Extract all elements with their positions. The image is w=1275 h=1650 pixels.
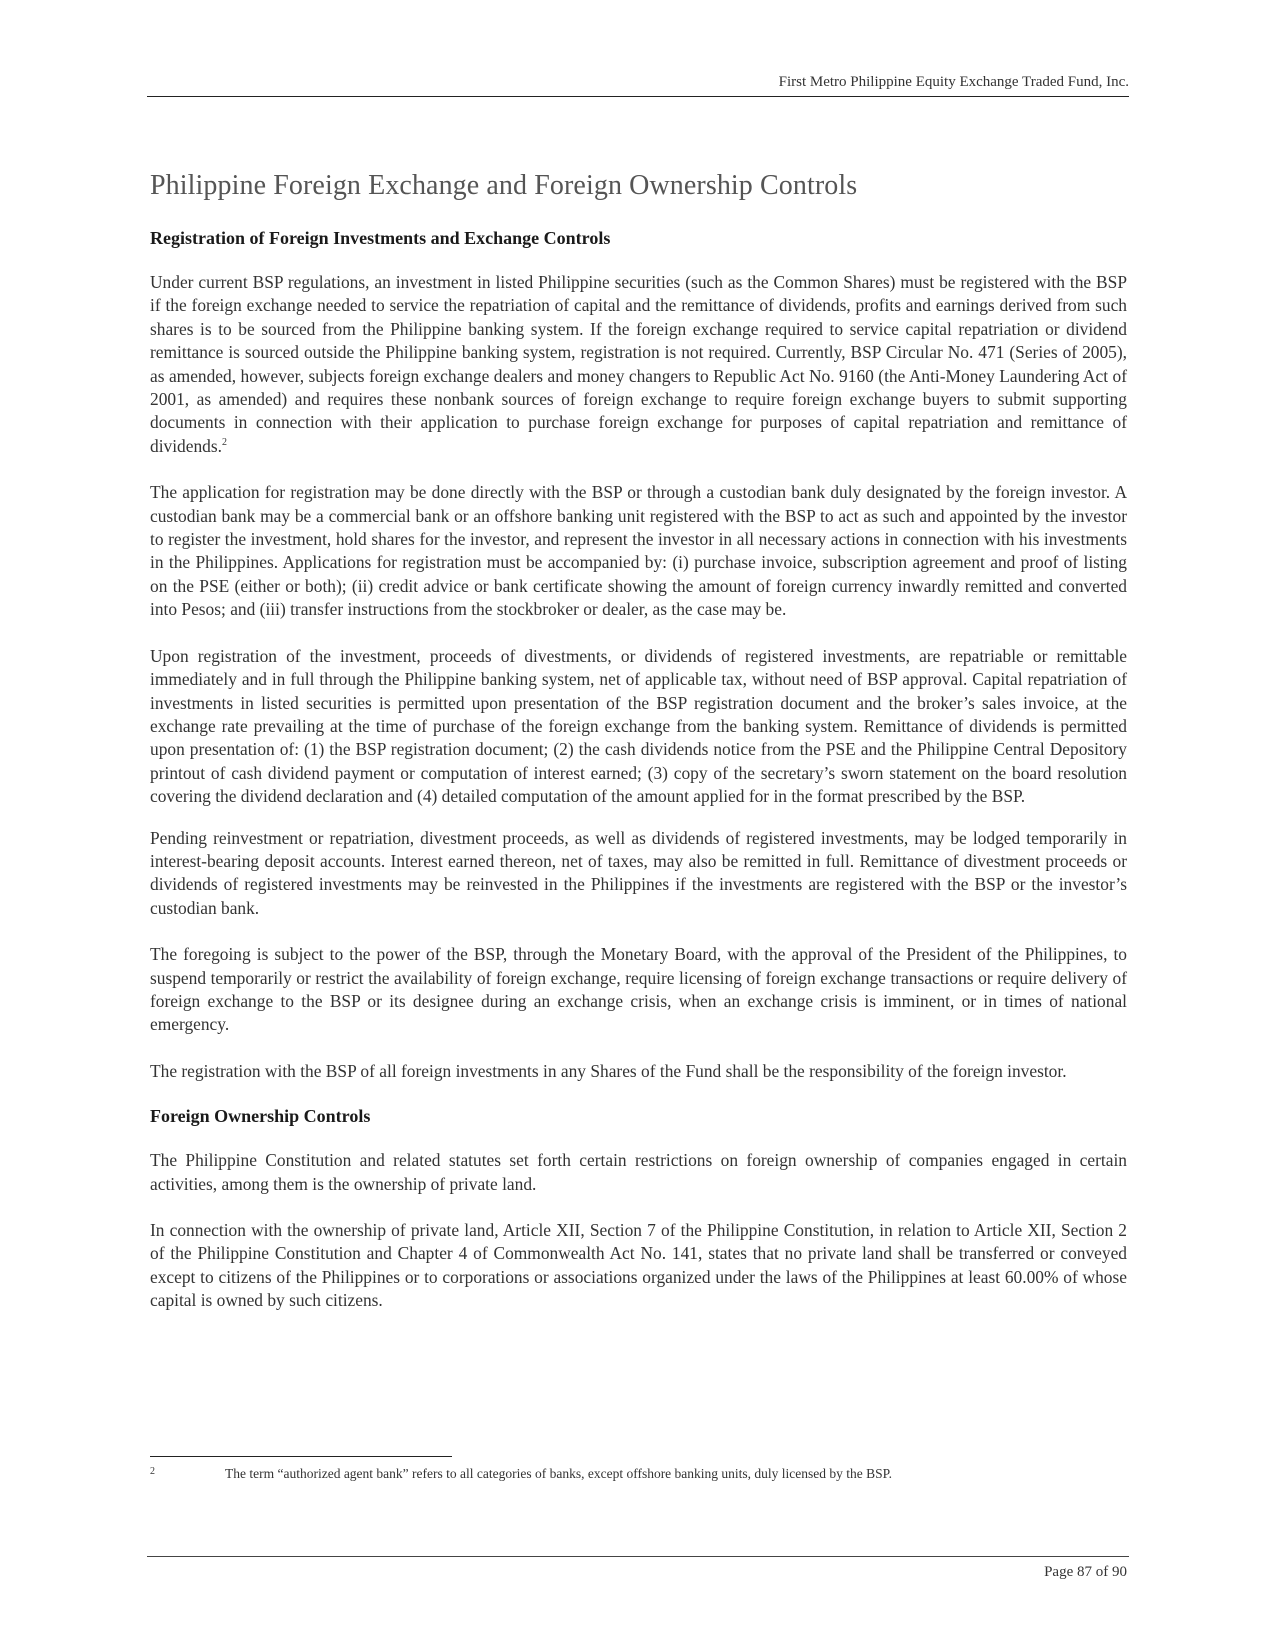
paragraph: Pending reinvestment or repatriation, divestment proceeds, as well as dividends of registered investments, may be lodged temporarily in interest-bearing deposit accounts. Interest earned thereon, net of taxes, may also be remitted in full. Remittance of divestment proceeds or dividends of registered investments may be reinvested in the Philippines if the investments are registered with the BSP or the investor’s custodian bank. [150,827,1127,918]
header-rule [147,96,1129,97]
running-header: First Metro Philippine Equity Exchange Traded Fund, Inc. [778,74,1129,90]
footnote-ref: 2 [221,437,227,449]
footnote-text: The term “authorized agent bank” refers to all categories of banks, except offshore banking units, duly licensed by the BSP. [225,1466,893,1481]
paragraph: The foregoing is subject to the power of the BSP, through the Monetary Board, with the approval of the President of the Philippines, to suspend temporarily or restrict the availability of foreign exchange, require licensing of foreign exchange transactions or require delivery of foreign exchange to the BSP or its designee during an exchange crisis, when an exchange crisis is imminent, or in times of national emergency. [150,944,1127,1035]
main-content [150,170,1127,1336]
paragraph: The application for registration may be done directly with the BSP or through a custodian bank duly designated by the foreign investor. A custodian bank may be a commercial bank or an offshore banking unit registered with the BSP to act as such and appointed by the investor to register the investment, hold shares for the investor, and represent the investor in all necessary actions in connection with his investments in the Philippines. Applications for registration must be accompanied by: (i) purchase invoice, subscription agreement and proof of listing on the PSE (either or both); (ii) credit advice or bank certificate showing the amount of foreign currency inwardly remitted and converted into Pesos; and (iii) transfer instructions from the stockbroker or dealer, as the case may be. [150,482,1127,620]
subsection-heading-registration: Registration of Foreign Investments and Exchange Controls [150,228,611,248]
footer-rule [147,1556,1129,1557]
paragraph: The registration with the BSP of all foreign investments in any Shares of the Fund shall be the responsibility of the foreign investor. [150,1060,1067,1081]
section-title: Philippine Foreign Exchange and Foreign Ownership Controls [150,170,858,201]
paragraph: In connection with the ownership of private land, Article XII, Section 7 of the Philippine Constitution, in relation to Article XII, Section 2 of the Philippine Constitution and Chapter 4 of Commonwealth Act No. 141, states that no private land shall be transferred or conveyed except to citizens of the Philippines or to corporations or associations organized under the laws of the Philippines at least 60.00% of whose capital is owned by such citizens. [150,1220,1127,1311]
footnote-number: 2 [150,1466,155,1477]
footnote-rule [150,1456,452,1457]
paragraph [150,271,1127,458]
paragraph-text: Under current BSP regulations, an investment in listed Philippine securities (such as the Common Shares) must be registered with the BSP if the foreign exchange needed to service the repatriation of capital and the remittance of dividends, profits and earnings derived from such shares is to be sourced from the Philippine banking system. If the foreign exchange required to service capital repatriation or dividend remittance is sourced outside the Philippine banking system, registration is not required. Currently, BSP Circular No. 471 (Series of 2005), as amended, however, subjects foreign exchange dealers and money changers to Republic Act No. 9160 (the Anti-Money Laundering Act of 2001, as amended) and requires these nonbank sources of foreign exchange to require foreign exchange buyers to submit supporting documents in connection with their application to purchase foreign exchange for purposes of capital repatriation and remittance of dividends. [150,272,1127,456]
page-number: Page 87 of 90 [1044,1564,1127,1580]
paragraph: Upon registration of the investment, proceeds of divestments, or dividends of registered investments, are repatriable or remittable immediately and in full through the Philippine banking system, net of applicable tax, without need of BSP approval. Capital repatriation of investments in listed securities is permitted upon presentation of the BSP registration document and the broker’s sales invoice, at the exchange rate prevailing at the time of purchase of the foreign exchange from the banking system. Remittance of dividends is permitted upon presentation of: (1) the BSP registration document; (2) the cash dividends notice from the PSE and the Philippine Central Depository printout of cash dividend payment or computation of interest earned; (3) copy of the secretary’s sworn statement on the board resolution covering the dividend declaration and (4) detailed computation of the amount applied for in the format prescribed by the BSP. [150,645,1127,807]
subsection-heading-foreign-ownership: Foreign Ownership Controls [150,1106,371,1127]
paragraph: The Philippine Constitution and related statutes set forth certain restrictions on foreign ownership of companies engaged in certain activities, among them is the ownership of private land. [150,1150,1127,1194]
